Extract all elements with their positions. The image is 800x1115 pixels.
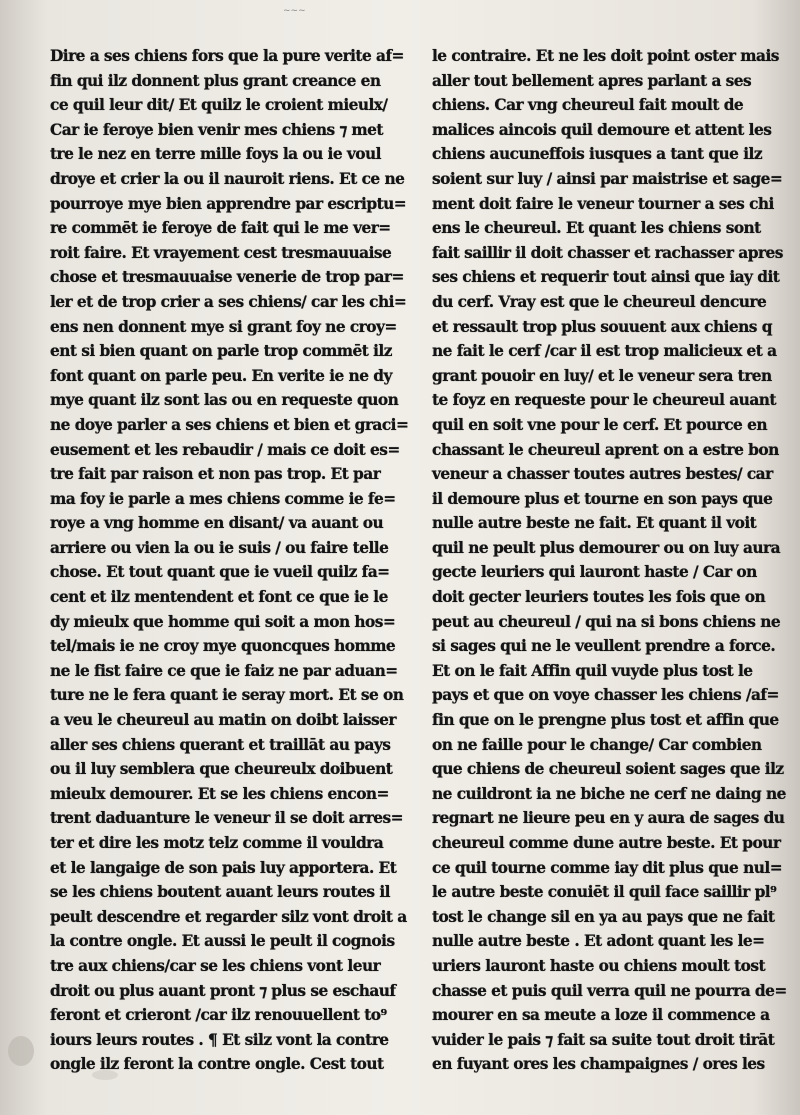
text-line: fin qui ilz donnent plus grant creance en (50, 71, 381, 90)
top-mark: ~~~ (283, 6, 306, 16)
text-line: ens le cheureul. Et quant les chiens sont (432, 219, 761, 238)
text-line: doit gecter leuriers toutes les fois que on (432, 588, 766, 607)
text-line: peut au cheureul / qui na si bons chiens ne (432, 612, 781, 631)
text-line: te foyz en requeste pour le cheureul auant (432, 391, 776, 410)
text-line: soient sur luy / ainsi par maistrise et sage= (432, 169, 783, 188)
text-line: ture ne le fera quant ie seray mort. Et se on (50, 686, 404, 705)
text-line: ne le fist faire ce que ie faiz ne par aduan= (50, 661, 398, 680)
text-line: gecte leuriers qui lauront haste / Car on (432, 563, 757, 582)
text-line: regnart ne lieure peu en y aura de sages du (432, 809, 785, 828)
text-line: font quant on parle peu. En verite ie ne dy (50, 366, 392, 385)
text-line: vuider le pais ⁊ fait sa suite tout droit tirāt (432, 1030, 775, 1049)
text-line: re commēt ie feroye de fait qui le me ver= (50, 219, 391, 238)
text-line: ses chiens et requerir tout ainsi que iay dit (432, 268, 780, 287)
text-line: chiens aucuneffois iusques a tant que ilz (432, 145, 763, 164)
text-line: tre fait par raison et non pas trop. Et par (50, 465, 381, 484)
text-line: eusement et les rebaudir / mais ce doit es= (50, 440, 400, 459)
text-line: que chiens de cheureul soient sages que ilz (432, 760, 784, 779)
text-line: tre le nez en terre mille foys la ou ie voul (50, 145, 381, 164)
text-line: le contraire. Et ne les doit point oster mais (432, 47, 779, 65)
text-line: chose. Et tout quant que ie vueil quilz fa= (50, 563, 390, 582)
text-line: a veu le cheureul au matin on doibt laisser (50, 711, 396, 730)
text-line: pourroye mye bien apprendre par escriptu= (50, 194, 407, 213)
text-line: nulle autre beste ne fait. Et quant il voit (432, 514, 757, 533)
text-line: ler et de trop crier a ses chiens/ car les chi= (50, 292, 407, 311)
text-line: en fuyant ores les champaignes / ores les (432, 1055, 765, 1074)
text-line: si sages qui ne le veullent prendre a force. (432, 637, 776, 656)
text-line: roye a vng homme en disant/ va auant ou (50, 514, 384, 533)
text-line: cheureul comme dune autre beste. Et pour (432, 834, 781, 852)
text-line: chose et tresmauuaise venerie de trop par= (50, 268, 404, 287)
text-line: mieulx demourer. Et se les chiens encon= (50, 784, 389, 803)
text-line: ens nen donnent mye si grant foy ne croy= (50, 317, 397, 336)
text-line: il demoure plus et tourne en son pays que (432, 489, 773, 508)
text-line: se les chiens boutent auant leurs routes il (50, 883, 390, 902)
text-line: trent daduanture le veneur il se doit arres= (50, 809, 403, 828)
text-line: ment doit faire le veneur tourner a ses chi (432, 194, 774, 213)
text-line: peult descendre et regarder silz vont droit a (50, 907, 407, 926)
text-line: fin que on le prengne plus tost et affin que (432, 711, 779, 730)
text-line: Et on le fait Affin quil vuyde plus tost le (432, 661, 753, 680)
text-line: droit ou plus auant pront ⁊ plus se eschauf (50, 981, 396, 1000)
margin-smudge (8, 1036, 34, 1066)
text-line: mye quant ilz sont las ou en requeste quon (50, 391, 399, 410)
text-line: ne doye parler a ses chiens et bien et graci= (50, 415, 409, 434)
left-text-column (50, 44, 409, 1077)
text-line: quil ne peult plus demourer ou on luy aura (432, 538, 780, 557)
text-line: malices aincois quil demoure et attent les (432, 120, 772, 139)
text-line: tel/mais ie ne croy mye quoncques homme (50, 637, 396, 656)
text-line: et ressault trop plus souuent aux chiens q (432, 317, 772, 336)
right-text-column (432, 44, 787, 1077)
text-line: roit faire. Et vrayement cest tresmauuaise (50, 243, 392, 262)
text-line: ma foy ie parle a mes chiens comme ie fe= (50, 489, 396, 508)
text-line: aller tout bellement apres parlant a ses (432, 71, 752, 90)
text-line: cent et ilz mentendent et font ce que ie le (50, 588, 388, 607)
text-line: et le langaige de son pais luy apportera. Et (50, 858, 397, 877)
text-line: ce quil leur dit/ Et quilz le croient mieulx/ (50, 96, 388, 115)
text-line: aller ses chiens querant et traillāt au pays (50, 735, 391, 754)
text-line: chiens. Car vng cheureul fait moult de (432, 96, 744, 115)
text-line: iours leurs routes . ¶ Et silz vont la contre (50, 1030, 389, 1049)
text-line: veneur a chasser toutes autres bestes/ car (432, 465, 773, 484)
text-line: mourer en sa meute a loze il commence a (432, 1006, 770, 1025)
text-line: ou il luy semblera que cheureulx doibuent (50, 760, 393, 779)
text-line: le autre beste conuiēt il quil face saillir pl⁹ (432, 883, 777, 902)
text-line: ce quil tourne comme iay dit plus que nul= (432, 858, 783, 877)
text-line: la contre ongle. Et aussi le peult il cognois (50, 932, 395, 951)
text-line: tost le change sil en ya au pays que ne fait (432, 907, 775, 926)
text-line: tre aux chiens/car se les chiens vont leur (50, 956, 381, 975)
text-line: grant pouoir en luy/ et le veneur sera tren (432, 366, 772, 385)
text-line: du cerf. Vray est que le cheureul dencure (432, 292, 767, 311)
text-line: feront et crieront /car ilz renouuellent to⁹ (50, 1006, 387, 1025)
text-line: quil en soit vne pour le cerf. Et pource en (432, 415, 767, 434)
text-line: fait saillir il doit chasser et rachasser apres (432, 243, 783, 262)
text-line: ter et dire les motz telz comme il vouldra (50, 834, 384, 852)
text-line: on ne faille pour le change/ Car combien (432, 735, 762, 754)
text-line: chassant le cheureul aprent on a estre bon (432, 440, 779, 459)
text-line: Dire a ses chiens fors que la pure verite af= (50, 47, 404, 65)
text-line: dy mieulx que homme qui soit a mon hos= (50, 612, 396, 631)
text-line: ne cuildront ia ne biche ne cerf ne daing ne (432, 784, 786, 803)
text-line: droye et crier la ou il nauroit riens. Et ce ne (50, 169, 405, 188)
text-line: ne fait le cerf /car il est trop malicieux et a (432, 342, 777, 361)
text-line: arriere ou vien la ou ie suis / ou faire telle (50, 538, 389, 557)
text-line: chasse et puis quil verra quil ne pourra de= (432, 981, 787, 1000)
text-line: uriers lauront haste ou chiens moult tost (432, 956, 766, 975)
text-line: ongle ilz feront la contre ongle. Cest tout (50, 1055, 384, 1074)
text-line: pays et que on voye chasser les chiens /af= (432, 686, 779, 705)
text-line: ent si bien quant on parle trop commēt ilz (50, 342, 392, 361)
text-line: Car ie feroye bien venir mes chiens ⁊ met (50, 120, 383, 139)
text-line: nulle autre beste . Et adont quant les le= (432, 932, 765, 951)
